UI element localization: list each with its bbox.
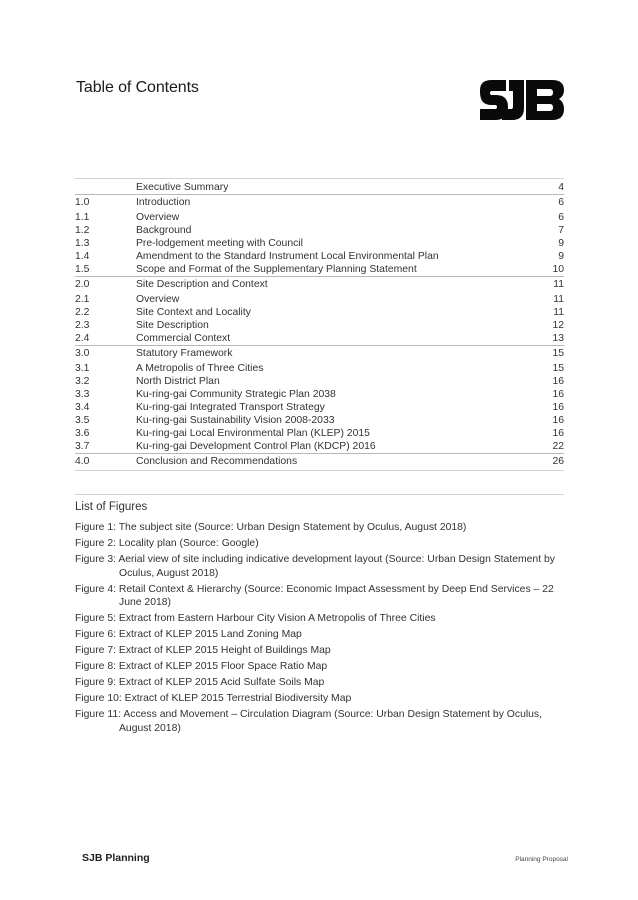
toc-entry-label: Conclusion and Recommendations <box>136 456 298 467</box>
toc-entry-label: Site Description <box>136 320 209 331</box>
figure-entry[interactable]: Figure 10: Extract of KLEP 2015 Terrestrial Biodiversity Map <box>75 693 352 704</box>
toc-entry[interactable] <box>75 237 564 250</box>
toc-entry-page: 9 <box>558 251 564 262</box>
toc-entry-page: 4 <box>558 182 564 193</box>
toc-entry-label: Ku-ring-gai Community Strategic Plan 2038 <box>136 389 336 400</box>
toc-entry-page: 22 <box>552 441 564 452</box>
figures-list <box>75 521 564 735</box>
toc-list <box>75 178 564 473</box>
toc-entry-label: North District Plan <box>136 376 220 387</box>
page-title: Table of Contents <box>76 79 199 96</box>
toc-entry-page: 7 <box>558 225 564 236</box>
toc-entry[interactable] <box>75 319 564 332</box>
toc-entry-page: 16 <box>552 376 564 387</box>
toc-entry[interactable] <box>75 211 564 224</box>
toc-entry-label: Scope and Format of the Supplementary Planning Statement <box>136 264 417 275</box>
toc-entry[interactable] <box>75 362 564 375</box>
footer-document-type: Planning Proposal <box>515 856 568 863</box>
figure-entry[interactable]: Figure 5: Extract from Eastern Harbour City Vision A Metropolis of Three Cities <box>75 613 436 624</box>
toc-entry[interactable] <box>75 427 564 440</box>
toc-entry[interactable] <box>75 414 564 427</box>
figure-entry[interactable]: Figure 2: Locality plan (Source: Google) <box>75 538 259 549</box>
toc-entry-page: 11 <box>553 294 564 305</box>
toc-entry-page: 15 <box>552 348 564 359</box>
toc-entry[interactable] <box>75 276 564 293</box>
footer-company: SJB Planning <box>82 852 150 864</box>
list-of-figures <box>75 494 564 738</box>
toc-entry[interactable] <box>75 263 564 276</box>
toc-entry-num: 1.3 <box>75 238 90 249</box>
toc-entry-num: 3.7 <box>75 441 90 452</box>
toc-entry-num: 3.5 <box>75 415 90 426</box>
toc-entry-page: 6 <box>558 197 564 208</box>
toc-entry-page: 16 <box>552 389 564 400</box>
toc-entry[interactable] <box>75 293 564 306</box>
toc-entry-label: Ku-ring-gai Development Control Plan (KDCP) 2016 <box>136 441 376 452</box>
figure-entry[interactable]: Figure 9: Extract of KLEP 2015 Acid Sulfate Soils Map <box>75 677 325 688</box>
toc-entry[interactable] <box>75 194 564 211</box>
figure-entry[interactable]: Figure 1: The subject site (Source: Urban Design Statement by Oculus, August 2018) <box>75 522 467 533</box>
toc-entry[interactable] <box>75 332 564 345</box>
toc-entry-num: 3.2 <box>75 376 90 387</box>
toc-entry[interactable] <box>75 224 564 237</box>
toc-entry-page: 11 <box>553 279 564 290</box>
toc-entry-num: 1.0 <box>75 197 90 208</box>
figures-heading: List of Figures <box>75 501 148 513</box>
figure-entry[interactable]: Figure 7: Extract of KLEP 2015 Height of Buildings Map <box>75 645 331 656</box>
toc-entry-label: Ku-ring-gai Integrated Transport Strategy <box>136 402 325 413</box>
figure-entry[interactable]: Figure 4: Retail Context & Hierarchy (Source: Economic Impact Assessment by Deep End Services – 22 June 2018) <box>75 583 554 608</box>
figure-entry[interactable]: Figure 6: Extract of KLEP 2015 Land Zoning Map <box>75 629 302 640</box>
toc-entry-page: 16 <box>552 402 564 413</box>
toc-entry-label: Overview <box>136 212 180 223</box>
toc-entry-label: Amendment to the Standard Instrument Local Environmental Plan <box>136 251 439 262</box>
toc-entry-page: 26 <box>552 456 564 467</box>
toc-entry-num: 3.0 <box>75 348 90 359</box>
toc-entry[interactable] <box>75 250 564 263</box>
toc-entry-num: 3.6 <box>75 428 90 439</box>
toc-entry-num: 1.1 <box>75 212 90 223</box>
toc-entry-label: Site Context and Locality <box>136 307 251 318</box>
toc-entry[interactable] <box>75 181 564 194</box>
toc-entry-num: 3.1 <box>75 363 90 374</box>
toc-entry-num: 2.1 <box>75 294 90 305</box>
toc-entry-num: 1.4 <box>75 251 90 262</box>
toc-entry-num: 2.3 <box>75 320 90 331</box>
toc-entry-page: 6 <box>558 212 564 223</box>
toc-entry[interactable] <box>75 375 564 388</box>
toc-entry-label: Executive Summary <box>136 182 229 193</box>
figure-entry[interactable]: Figure 3: Aerial view of site including indicative development layout (Source: Urban Design Statement by Oculus, August 2018) <box>75 554 555 579</box>
toc-entry[interactable] <box>75 388 564 401</box>
toc-entry-page: 13 <box>552 333 564 344</box>
toc-entry-label: Ku-ring-gai Sustainability Vision 2008-2033 <box>136 415 335 426</box>
toc-entry-page: 15 <box>552 363 564 374</box>
toc-entry-page: 10 <box>552 264 564 275</box>
toc-entry-label: Background <box>136 225 192 236</box>
toc-entry-label: Overview <box>136 294 180 305</box>
toc-entry-num: 2.2 <box>75 307 90 318</box>
figure-entry[interactable]: Figure 8: Extract of KLEP 2015 Floor Space Ratio Map <box>75 661 328 672</box>
toc-entry-num: 1.5 <box>75 264 90 275</box>
toc-entry-page: 9 <box>558 238 564 249</box>
toc-entry[interactable] <box>75 453 564 471</box>
toc-entry-num: 3.3 <box>75 389 90 400</box>
sjb-logo <box>478 80 564 120</box>
toc-entry-num: 4.0 <box>75 456 90 467</box>
toc-entry-label: Statutory Framework <box>136 348 233 359</box>
toc-entry-label: A Metropolis of Three Cities <box>136 363 264 374</box>
toc-entry[interactable] <box>75 440 564 453</box>
toc-entry-label: Ku-ring-gai Local Environmental Plan (KLEP) 2015 <box>136 428 370 439</box>
toc-entry[interactable] <box>75 345 564 362</box>
toc-entry-num: 2.0 <box>75 279 90 290</box>
toc-entry-label: Pre-lodgement meeting with Council <box>136 238 303 249</box>
toc-entry-page: 11 <box>553 307 564 318</box>
toc-entry-label: Commercial Context <box>136 333 231 344</box>
toc-entry-label: Introduction <box>136 197 191 208</box>
toc-entry[interactable] <box>75 306 564 319</box>
toc-entry-page: 16 <box>552 415 564 426</box>
toc-entry-num: 3.4 <box>75 402 90 413</box>
toc-entry-label: Site Description and Context <box>136 279 268 290</box>
toc-entry-page: 12 <box>552 320 564 331</box>
toc-entry-num: 1.2 <box>75 225 90 236</box>
toc-entry-page: 16 <box>552 428 564 439</box>
toc-entry-num: 2.4 <box>75 333 90 344</box>
toc-entry[interactable] <box>75 401 564 414</box>
figure-entry[interactable]: Figure 11: Access and Movement – Circulation Diagram (Source: Urban Design Statement by Oculus, August 2018) <box>75 709 543 734</box>
